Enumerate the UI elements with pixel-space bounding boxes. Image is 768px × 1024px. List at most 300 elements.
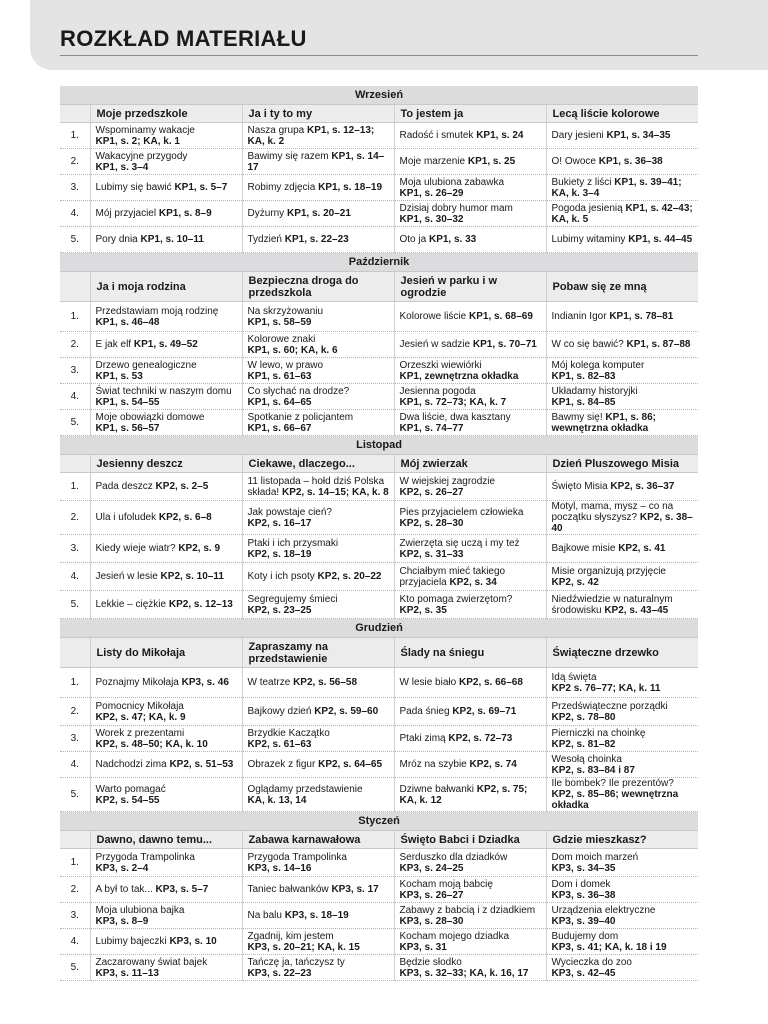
lesson-row bbox=[60, 332, 698, 358]
lesson-title: Bawimy się razem bbox=[247, 150, 329, 162]
lesson-title: Dom moich marzeń bbox=[551, 851, 639, 863]
lesson-cell bbox=[90, 877, 242, 903]
lesson-title: Pogoda jesienią bbox=[551, 202, 623, 214]
lesson-title: Worek z prezentami bbox=[95, 727, 185, 739]
lesson-title: Dom i domek bbox=[551, 878, 611, 890]
lesson-ref: KP1, s. 44–45 bbox=[628, 234, 693, 245]
lesson-ref: KP1, s. 49–52 bbox=[133, 339, 198, 350]
lesson-title: Przedstawiam moją rodzinę bbox=[95, 305, 219, 317]
lesson-row bbox=[60, 955, 698, 981]
lesson-number: 2. bbox=[60, 877, 90, 903]
lesson-ref-extra: wewnętrzna okładka bbox=[551, 422, 649, 434]
lesson-ref: KP1, s. 87–88 bbox=[626, 339, 691, 350]
lesson-cell bbox=[90, 591, 242, 619]
lesson-ref: KP2, s. 81–82 bbox=[551, 738, 616, 750]
lesson-ref: KP3, s. 20–21; KA, k. 15 bbox=[247, 941, 360, 953]
lesson-title: Ptaki i ich przysmaki bbox=[247, 537, 339, 549]
lesson-cell bbox=[394, 591, 546, 619]
month-name: Wrzesień bbox=[60, 86, 698, 105]
topic-num-cell bbox=[60, 831, 90, 849]
lesson-ref: KP1, s. 5–7 bbox=[174, 182, 228, 193]
topic-row bbox=[60, 638, 698, 668]
lesson-cell bbox=[394, 778, 546, 812]
lesson-title: Oglądamy przedstawienie bbox=[247, 783, 363, 795]
lesson-ref: KP3, s. 5–7 bbox=[155, 884, 209, 895]
lesson-title: Pada deszcz bbox=[95, 481, 153, 492]
title-rule bbox=[60, 55, 698, 56]
lesson-cell bbox=[90, 955, 242, 981]
lesson-title: Niedźwiedzie w naturalnym środowisku bbox=[551, 593, 673, 616]
lesson-row bbox=[60, 410, 698, 436]
lesson-cell bbox=[546, 149, 698, 175]
lesson-ref: KP2, s. 85–86; wewnętrzna okładka bbox=[551, 789, 679, 811]
lesson-title: Wspominamy wakacje bbox=[95, 124, 195, 136]
lesson-row bbox=[60, 358, 698, 384]
lesson-cell bbox=[546, 384, 698, 410]
lesson-ref: KP1, s. 64–65 bbox=[247, 396, 312, 408]
lesson-cell bbox=[546, 123, 698, 149]
lesson-number: 4. bbox=[60, 752, 90, 778]
month-name: Styczeń bbox=[60, 812, 698, 831]
lesson-ref: KP2, s. 14–15; KA, k. 8 bbox=[281, 486, 389, 498]
month-header-row bbox=[60, 86, 698, 105]
lesson-ref: KP2, s. 64–65 bbox=[318, 759, 383, 770]
lesson-cell bbox=[242, 535, 394, 563]
topic-cell: Gdzie mieszkasz? bbox=[546, 831, 698, 849]
lesson-title: Ptaki zimą bbox=[399, 733, 446, 744]
lesson-ref: KP3, s. 26–27 bbox=[399, 889, 464, 901]
lesson-title: Obrazek z figur bbox=[247, 759, 316, 770]
lesson-cell bbox=[242, 123, 394, 149]
lesson-title: Ile bombek? Ile prezentów? bbox=[551, 778, 674, 789]
lesson-ref: KP1, s. 22–23 bbox=[284, 234, 349, 245]
lesson-row bbox=[60, 903, 698, 929]
lesson-cell bbox=[394, 175, 546, 201]
lesson-cell bbox=[546, 903, 698, 929]
topic-cell: Bezpieczna droga do przedszkola bbox=[242, 272, 394, 302]
lesson-cell bbox=[242, 227, 394, 253]
lesson-title: Jak powstaje cień? bbox=[247, 506, 332, 518]
lesson-cell bbox=[242, 668, 394, 698]
lesson-cell bbox=[394, 332, 546, 358]
lesson-title: Zgadnij, kim jestem bbox=[247, 930, 334, 942]
lesson-ref: KP3, s. 31 bbox=[399, 941, 447, 953]
lesson-title: Jesień w lesie bbox=[95, 571, 158, 582]
lesson-number: 3. bbox=[60, 903, 90, 929]
lesson-ref: KP2, s. 6–8 bbox=[158, 512, 212, 523]
lesson-cell bbox=[90, 473, 242, 501]
lesson-number: 1. bbox=[60, 668, 90, 698]
lesson-cell bbox=[394, 563, 546, 591]
lesson-cell bbox=[90, 752, 242, 778]
lesson-ref: KP2, s. 34 bbox=[449, 576, 497, 588]
lesson-ref: KP3, s. 32–33; KA, k. 16, 17 bbox=[399, 967, 529, 979]
lesson-title: Moje obowiązki domowe bbox=[95, 411, 205, 423]
lesson-ref: KP3, s. 17 bbox=[331, 884, 379, 895]
lesson-title: W lewo, w prawo bbox=[247, 359, 324, 371]
lesson-ref: KP1, s. 36–38 bbox=[598, 156, 663, 167]
lesson-ref: KP1, s. 84–85 bbox=[551, 396, 616, 408]
lesson-title: Na skrzyżowaniu bbox=[247, 305, 324, 317]
lesson-cell bbox=[546, 591, 698, 619]
lesson-ref: KP3, s. 41; KA, k. 18 i 19 bbox=[551, 941, 667, 953]
lesson-cell bbox=[242, 358, 394, 384]
lesson-cell bbox=[90, 201, 242, 227]
lesson-ref: KP1, s. 68–69 bbox=[468, 311, 533, 322]
lesson-cell bbox=[90, 778, 242, 812]
lesson-title: Nadchodzi zima bbox=[95, 759, 167, 770]
lesson-title: Idą święta bbox=[551, 671, 597, 683]
lesson-title: Dziwne bałwanki bbox=[399, 783, 474, 795]
lesson-title: Chciałbym mieć takiego przyjaciela bbox=[399, 565, 506, 588]
lesson-title: Urządzenia elektryczne bbox=[551, 904, 656, 916]
lesson-ref: KP1, s. 78–81 bbox=[609, 311, 674, 322]
lesson-title: Układamy historyjki bbox=[551, 385, 638, 397]
lesson-ref: KP1, s. 56–57 bbox=[95, 422, 160, 434]
topic-cell: Ja i ty to my bbox=[242, 105, 394, 123]
lesson-cell bbox=[90, 668, 242, 698]
lesson-title: Mróz na szybie bbox=[399, 759, 467, 770]
lesson-title: Bajkowe misie bbox=[551, 543, 616, 554]
topic-cell: Zapraszamy na przedstawienie bbox=[242, 638, 394, 668]
topic-cell: Ja i moja rodzina bbox=[90, 272, 242, 302]
lesson-number: 2. bbox=[60, 698, 90, 726]
lesson-ref: KP2, s. 26–27 bbox=[399, 486, 464, 498]
lesson-ref: KP2, s. 78–80 bbox=[551, 711, 616, 723]
lesson-cell bbox=[394, 955, 546, 981]
lesson-ref: KP1, s. 53 bbox=[95, 370, 143, 382]
lesson-ref: KP1, s. 74–77 bbox=[399, 422, 464, 434]
lesson-title: Robimy zdjęcia bbox=[247, 182, 316, 193]
lesson-cell bbox=[242, 175, 394, 201]
lesson-ref: KP2, s. 75; KA, k. 12 bbox=[399, 783, 528, 806]
lesson-title: Kocham moją babcię bbox=[399, 878, 493, 890]
lesson-cell bbox=[242, 501, 394, 535]
lesson-cell bbox=[242, 752, 394, 778]
lesson-title: Misie organizują przyjęcie bbox=[551, 565, 666, 577]
lesson-title: Indianin Igor bbox=[551, 311, 607, 322]
lesson-title: Pada śnieg bbox=[399, 706, 450, 717]
lesson-number: 2. bbox=[60, 501, 90, 535]
lesson-title: Dary jesieni bbox=[551, 130, 604, 141]
lesson-title: Na balu bbox=[247, 910, 282, 921]
lesson-ref: KP1, s. 60; KA, k. 6 bbox=[247, 344, 338, 356]
lesson-number: 2. bbox=[60, 149, 90, 175]
lesson-ref: KP1, s. 33 bbox=[428, 234, 477, 245]
lesson-ref: KP2, s. 23–25 bbox=[247, 604, 312, 616]
lesson-row bbox=[60, 752, 698, 778]
lesson-ref: KP3, s. 34–35 bbox=[551, 862, 616, 874]
lesson-ref: KP3, s. 10 bbox=[169, 936, 217, 947]
lesson-ref: KP1, s. 86; bbox=[605, 411, 656, 423]
lesson-cell bbox=[546, 175, 698, 201]
lesson-cell bbox=[546, 201, 698, 227]
lesson-cell bbox=[90, 535, 242, 563]
lesson-title: Poznajmy Mikołaja bbox=[95, 677, 179, 688]
lesson-cell bbox=[394, 410, 546, 436]
topic-cell: Listy do Mikołaja bbox=[90, 638, 242, 668]
lesson-number: 3. bbox=[60, 535, 90, 563]
lesson-title: Kiedy wieje wiatr? bbox=[95, 543, 176, 554]
month-header-row bbox=[60, 812, 698, 831]
topic-num-cell bbox=[60, 455, 90, 473]
topic-num-cell bbox=[60, 638, 90, 668]
lesson-cell bbox=[546, 302, 698, 332]
lesson-title: Wycieczka do zoo bbox=[551, 956, 632, 968]
lesson-number: 4. bbox=[60, 384, 90, 410]
lesson-cell bbox=[242, 563, 394, 591]
lesson-cell bbox=[242, 473, 394, 501]
lesson-title: Co słychać na drodze? bbox=[247, 385, 350, 397]
lesson-ref: KP1, s. 10–11 bbox=[140, 234, 204, 245]
lesson-cell bbox=[394, 302, 546, 332]
topic-cell: Zabawa karnawałowa bbox=[242, 831, 394, 849]
lesson-cell bbox=[394, 929, 546, 955]
lesson-ref: KP2, s. 35 bbox=[399, 604, 447, 616]
lesson-title: Pomocnicy Mikołaja bbox=[95, 700, 184, 712]
lesson-ref: KP1, s. 39–41; KA, k. 3–4 bbox=[551, 176, 682, 199]
lesson-title: Zaczarowany świat bajek bbox=[95, 956, 208, 968]
lesson-ref: KP2, s. 20–22 bbox=[317, 571, 382, 582]
lesson-cell bbox=[394, 752, 546, 778]
lesson-number: 5. bbox=[60, 778, 90, 812]
lesson-number: 1. bbox=[60, 302, 90, 332]
lesson-title: Ula i ufoludek bbox=[95, 512, 157, 523]
lesson-title: Lubimy bajeczki bbox=[95, 936, 167, 947]
lesson-row bbox=[60, 384, 698, 410]
lesson-ref: KP3, s. 14–16 bbox=[247, 862, 312, 874]
lesson-ref: KP1, s. 42–43; KA, k. 5 bbox=[551, 202, 693, 225]
lesson-ref: KP2, s. 41 bbox=[618, 543, 666, 554]
lesson-cell bbox=[242, 410, 394, 436]
lesson-title: Segregujemy śmieci bbox=[247, 593, 338, 605]
lesson-number: 2. bbox=[60, 332, 90, 358]
lesson-title: Wakacyjne przygody bbox=[95, 150, 188, 162]
lesson-cell bbox=[546, 929, 698, 955]
topic-cell: Dawno, dawno temu... bbox=[90, 831, 242, 849]
lesson-title: Zwierzęta się uczą i my też bbox=[399, 537, 520, 549]
topic-num-cell bbox=[60, 105, 90, 123]
lesson-cell bbox=[546, 332, 698, 358]
lesson-title: Nasza grupa bbox=[247, 124, 305, 136]
lesson-title: Orzeszki wiewiórki bbox=[399, 359, 482, 371]
lesson-title: Pierniczki na choinkę bbox=[551, 727, 646, 739]
lesson-cell bbox=[90, 410, 242, 436]
lesson-ref: KP3, s. 2–4 bbox=[95, 862, 149, 874]
lesson-title: Przygoda Trampolinka bbox=[247, 851, 347, 863]
lesson-cell bbox=[546, 227, 698, 253]
lesson-ref: KP1, s. 70–71 bbox=[472, 339, 537, 350]
lesson-ref: KP2 s. 76–77; KA, k. 11 bbox=[551, 682, 661, 694]
lesson-cell bbox=[546, 668, 698, 698]
lesson-row bbox=[60, 501, 698, 535]
topic-cell: Jesień w parku i w ogrodzie bbox=[394, 272, 546, 302]
topic-cell: To jestem ja bbox=[394, 105, 546, 123]
lesson-ref: KP1, s. 26–29 bbox=[399, 187, 464, 199]
lesson-cell bbox=[546, 726, 698, 752]
lesson-ref: KP2, s. 83–84 i 87 bbox=[551, 764, 635, 776]
lesson-title: Koty i ich psoty bbox=[247, 571, 315, 582]
lesson-cell bbox=[546, 698, 698, 726]
topic-cell: Świąteczne drzewko bbox=[546, 638, 698, 668]
lesson-cell bbox=[90, 563, 242, 591]
lesson-title: Budujemy dom bbox=[551, 930, 619, 942]
lesson-title: Tańczę ja, tańczysz ty bbox=[247, 956, 345, 968]
page-title: ROZKŁAD MATERIAŁU bbox=[60, 26, 307, 51]
lesson-ref: KP3, s. 11–13 bbox=[95, 967, 159, 979]
lesson-ref: KP3, s. 8–9 bbox=[95, 915, 149, 927]
lesson-title: Jesień w sadzie bbox=[399, 339, 471, 350]
lesson-ref: KP1, s. 18–19 bbox=[318, 182, 383, 193]
topic-cell: Lecą liście kolorowe bbox=[546, 105, 698, 123]
lesson-cell bbox=[394, 473, 546, 501]
lesson-ref: KP2, s. 48–50; KA, k. 10 bbox=[95, 738, 208, 750]
lesson-cell bbox=[242, 726, 394, 752]
lesson-cell bbox=[90, 903, 242, 929]
lesson-title: Lubimy się bawić bbox=[95, 182, 172, 193]
lesson-cell bbox=[546, 955, 698, 981]
lesson-title: Bukiety z liści bbox=[551, 176, 612, 188]
lesson-ref: KP1, s. 24 bbox=[476, 130, 524, 141]
lesson-row bbox=[60, 929, 698, 955]
lesson-number: 3. bbox=[60, 175, 90, 201]
lesson-cell bbox=[242, 302, 394, 332]
lesson-cell bbox=[242, 591, 394, 619]
lesson-number: 5. bbox=[60, 227, 90, 253]
lesson-number: 4. bbox=[60, 929, 90, 955]
lesson-ref: KP1, s. 20–21 bbox=[286, 208, 351, 219]
lesson-number: 5. bbox=[60, 410, 90, 436]
lesson-row bbox=[60, 227, 698, 253]
lesson-title: Warto pomagać bbox=[95, 783, 166, 795]
lesson-title: Przygoda Trampolinka bbox=[95, 851, 195, 863]
lesson-number: 5. bbox=[60, 591, 90, 619]
lesson-cell bbox=[90, 929, 242, 955]
lesson-ref: KP2, s. 36–37 bbox=[610, 481, 675, 492]
lesson-title: Pory dnia bbox=[95, 234, 138, 245]
topic-cell: Mój zwierzak bbox=[394, 455, 546, 473]
lesson-ref: KP2, s. 47; KA, k. 9 bbox=[95, 711, 186, 723]
lesson-cell bbox=[90, 384, 242, 410]
lesson-cell bbox=[394, 877, 546, 903]
lesson-row bbox=[60, 123, 698, 149]
lesson-number: 4. bbox=[60, 563, 90, 591]
topic-num-cell bbox=[60, 272, 90, 302]
lesson-ref: KP3, s. 28–30 bbox=[399, 915, 464, 927]
lesson-title: W co się bawić? bbox=[551, 339, 624, 350]
lesson-row bbox=[60, 201, 698, 227]
lesson-cell bbox=[90, 332, 242, 358]
lesson-title: E jak elf bbox=[95, 339, 132, 350]
lesson-title: Taniec bałwanków bbox=[247, 884, 329, 895]
lesson-cell bbox=[242, 929, 394, 955]
lesson-title: Drzewo genealogiczne bbox=[95, 359, 197, 371]
lesson-cell bbox=[90, 149, 242, 175]
lesson-number: 3. bbox=[60, 726, 90, 752]
lesson-ref: KP1, s. 8–9 bbox=[158, 208, 212, 219]
lesson-row bbox=[60, 473, 698, 501]
lesson-title: Święto Misia bbox=[551, 481, 608, 492]
lesson-ref: KP2, s. 69–71 bbox=[452, 706, 517, 717]
lesson-ref: KP2, s. 31–33 bbox=[399, 548, 464, 560]
lesson-cell bbox=[394, 123, 546, 149]
lesson-title: Jesienna pogoda bbox=[399, 385, 476, 397]
lesson-ref: KP1, s. 61–63 bbox=[247, 370, 312, 382]
topic-row bbox=[60, 455, 698, 473]
month-name: Listopad bbox=[60, 436, 698, 455]
lesson-title: W teatrze bbox=[247, 677, 291, 688]
lesson-ref: KP3, s. 39–40 bbox=[551, 915, 616, 927]
lesson-title: Moje marzenie bbox=[399, 156, 466, 167]
lesson-title: Bajkowy dzień bbox=[247, 706, 312, 717]
lesson-cell bbox=[546, 563, 698, 591]
topic-cell: Jesienny deszcz bbox=[90, 455, 242, 473]
lesson-ref: KP2, s. 51–53 bbox=[169, 759, 234, 770]
schedule-table bbox=[60, 86, 698, 981]
lesson-ref: KP3, s. 22–23 bbox=[247, 967, 312, 979]
lesson-cell bbox=[394, 149, 546, 175]
lesson-ref: KP1, s. 25 bbox=[467, 156, 516, 167]
lesson-cell bbox=[546, 778, 698, 812]
lesson-cell bbox=[242, 877, 394, 903]
lesson-ref: KP2, s. 43–45 bbox=[604, 604, 669, 616]
topic-cell: Moje przedszkole bbox=[90, 105, 242, 123]
lesson-title: Będzie słodko bbox=[399, 956, 462, 968]
lesson-title: Pies przyjacielem człowieka bbox=[399, 506, 524, 518]
lesson-ref: KP3, s. 46 bbox=[181, 677, 229, 688]
topic-row bbox=[60, 831, 698, 849]
lesson-cell bbox=[546, 501, 698, 535]
lesson-cell bbox=[242, 698, 394, 726]
lesson-title: Wesołą choinka bbox=[551, 753, 622, 765]
lesson-ref: KP1, s. 54–55 bbox=[95, 396, 160, 408]
lesson-ref: KP2, s. 28–30 bbox=[399, 517, 464, 529]
lesson-number: 1. bbox=[60, 123, 90, 149]
lesson-cell bbox=[394, 903, 546, 929]
lesson-cell bbox=[90, 302, 242, 332]
lesson-cell bbox=[242, 903, 394, 929]
lesson-title: Brzydkie Kaczątko bbox=[247, 727, 330, 739]
lesson-row bbox=[60, 591, 698, 619]
lesson-ref: KP1, s. 58–59 bbox=[247, 316, 312, 328]
lesson-row bbox=[60, 849, 698, 877]
lesson-cell bbox=[394, 668, 546, 698]
topic-cell: Pobaw się ze mną bbox=[546, 272, 698, 302]
lesson-cell bbox=[242, 778, 394, 812]
lesson-cell bbox=[90, 849, 242, 877]
lesson-ref: KP2, s. 42 bbox=[551, 576, 599, 588]
lesson-ref: KP1, s. 30–32 bbox=[399, 213, 464, 225]
lesson-ref: KP2, s. 16–17 bbox=[247, 517, 312, 529]
lesson-title: Kocham mojego dziadka bbox=[399, 930, 510, 942]
lesson-cell bbox=[242, 955, 394, 981]
lesson-ref: KA, k. 13, 14 bbox=[247, 794, 307, 806]
lesson-title: Spotkanie z policjantem bbox=[247, 411, 354, 423]
lesson-ref: KP1, zewnętrzna okładka bbox=[399, 370, 519, 382]
lesson-cell bbox=[546, 410, 698, 436]
lesson-title: Lekkie – ciężkie bbox=[95, 599, 167, 610]
lesson-ref: KP3, s. 24–25 bbox=[399, 862, 464, 874]
lesson-ref: KP2, s. 9 bbox=[178, 543, 221, 554]
month-name: Grudzień bbox=[60, 619, 698, 638]
lesson-title: Zabawy z babcią i z dziadkiem bbox=[399, 904, 536, 916]
lesson-cell bbox=[394, 358, 546, 384]
lesson-title: Bawmy się! bbox=[551, 411, 603, 423]
month-name: Październik bbox=[60, 253, 698, 272]
lesson-title: Moja ulubiona bajka bbox=[95, 904, 185, 916]
lesson-cell bbox=[242, 384, 394, 410]
month-header-row bbox=[60, 619, 698, 638]
